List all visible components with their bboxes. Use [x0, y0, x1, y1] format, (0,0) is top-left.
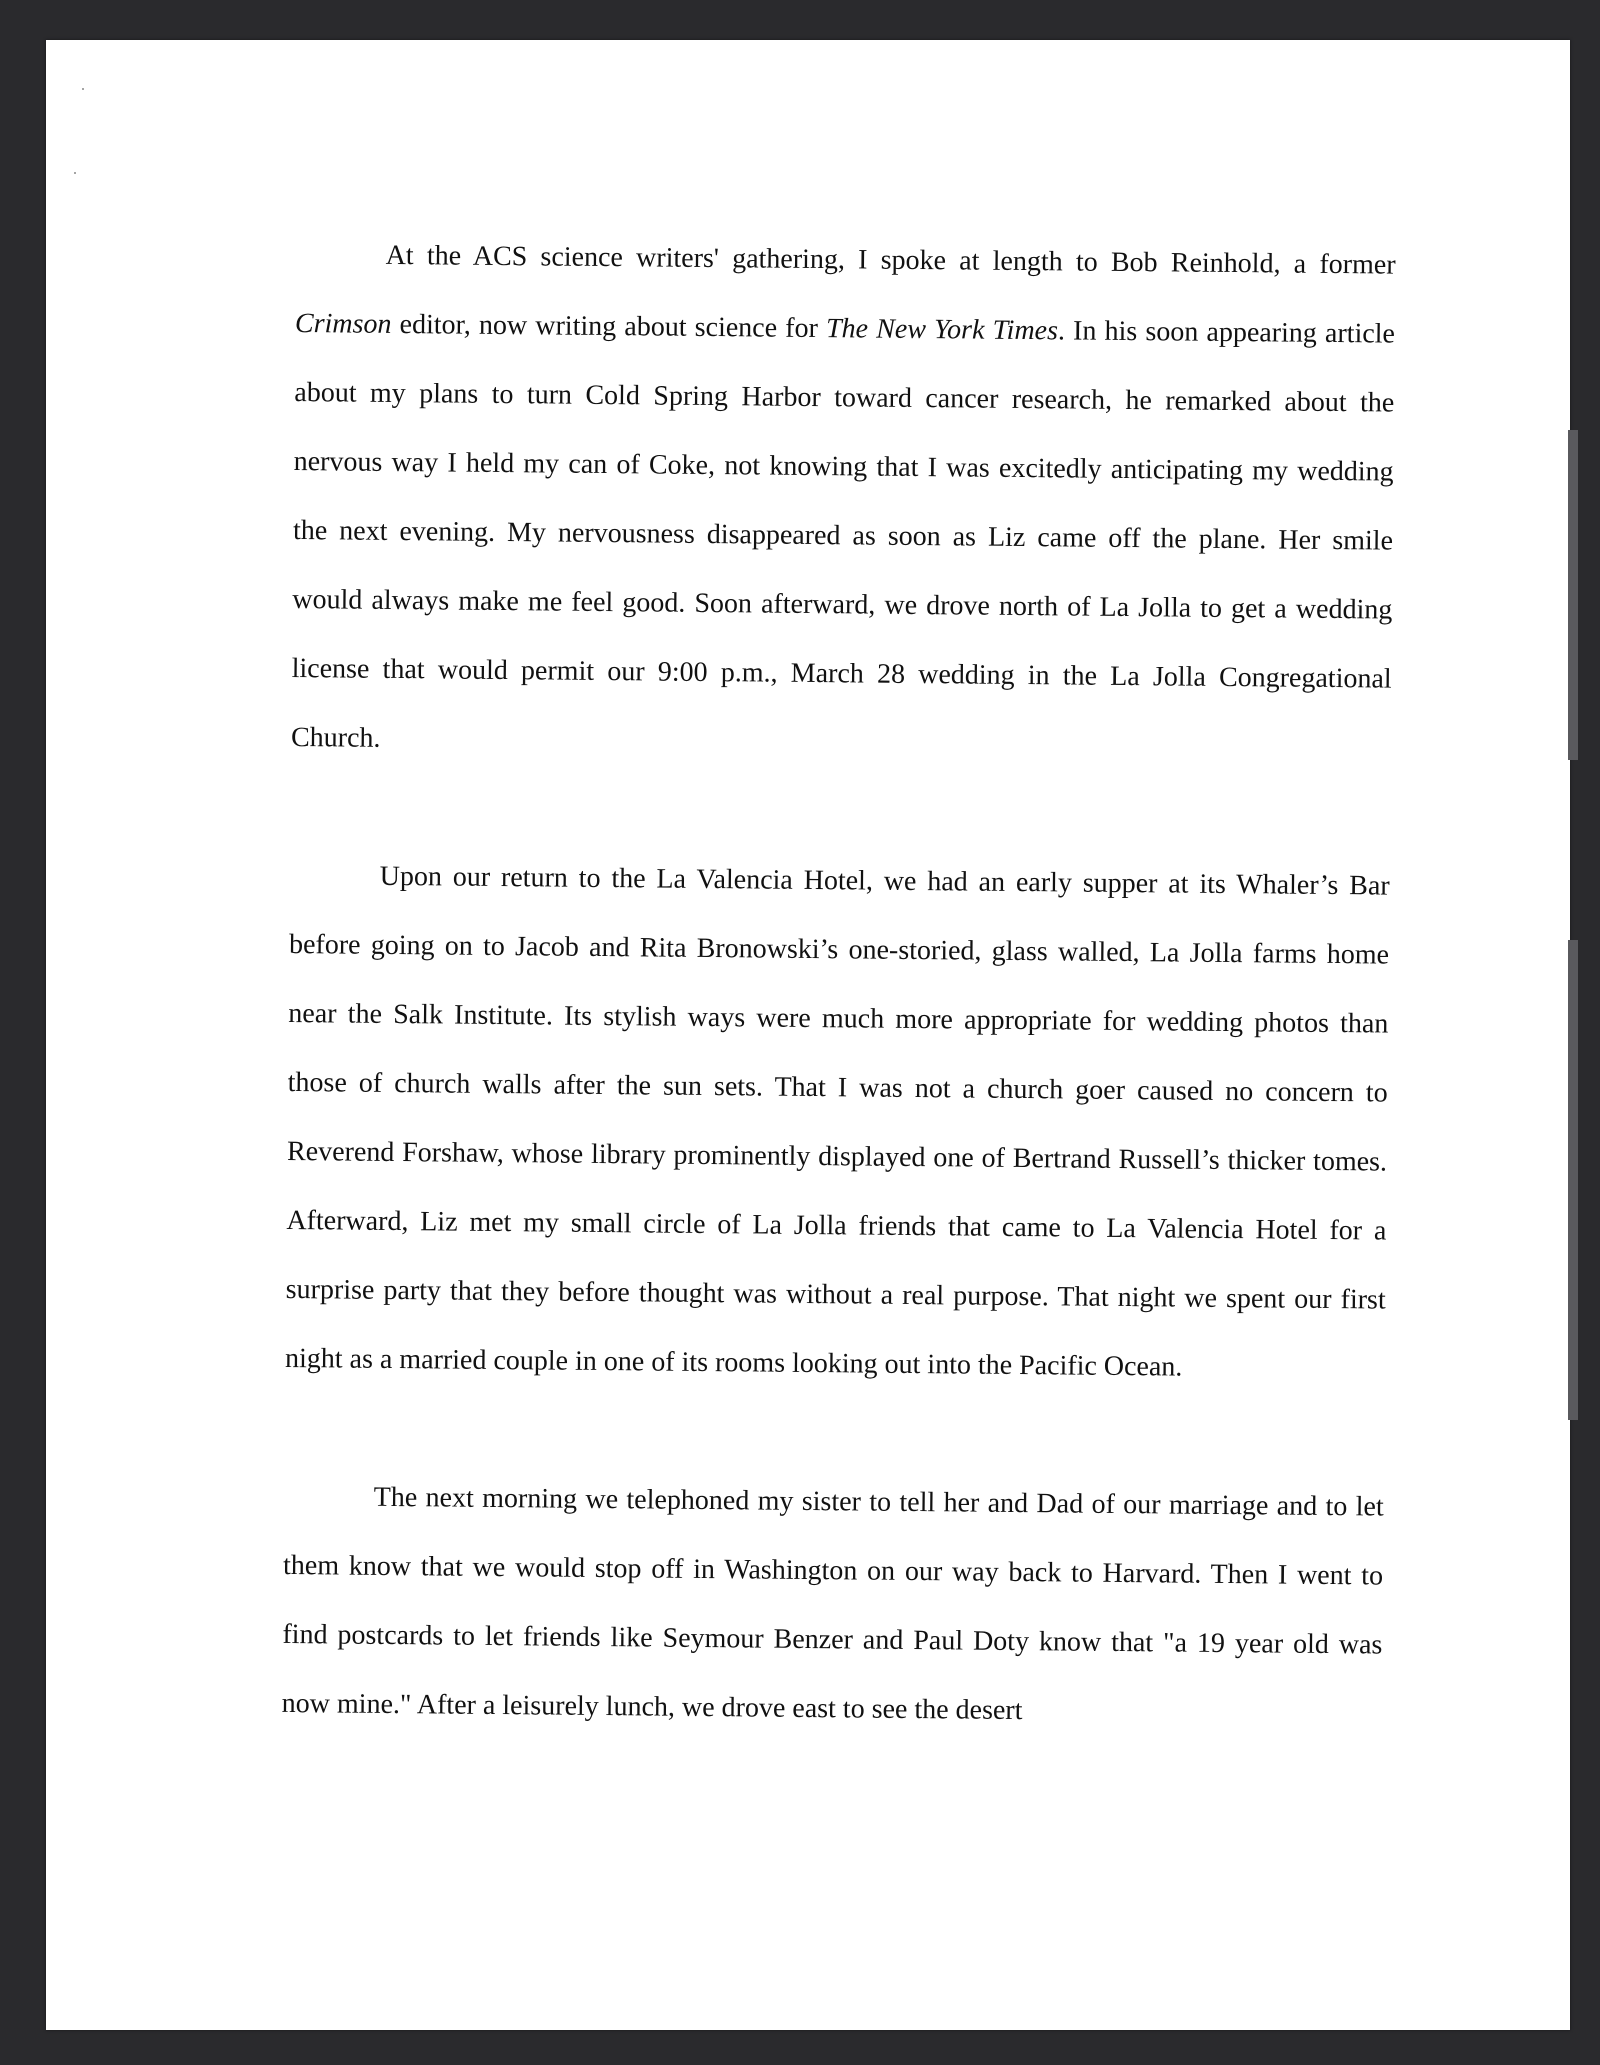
text-segment: Upon our return to the La Valencia Hotel, we had an early supper at its Whaler’s Bar before going on to Jacob and Rita Bronowski’s one-storied, glass walled, La Jolla farms home near the Salk Institute. Its stylish ways were much more appropriate for wedding photos than those of church walls after the sun sets. That I was not a church goer caused no concern to Reverend Forshaw, whose library prominently displayed one of Bertrand Russell’s thicker tomes. Afterward, Liz met my small circle of La Jolla friends that came to La Valencia Hotel for a surprise party that they before thought was without a real purpose. That night we spent our first night as a married couple in one of its rooms looking out into the Pacific Ocean. [284, 860, 1390, 1383]
paper-speck [74, 172, 76, 174]
paragraph [291, 220, 1396, 783]
text-segment-italic: The New York Times [825, 313, 1059, 347]
document-page [46, 40, 1570, 2030]
binder-tab [1568, 430, 1578, 760]
text-segment: At the ACS science writers' gathering, I spoke at length to Bob Reinhold, a former [385, 239, 1396, 281]
text-segment-italic: Crimson [294, 307, 392, 340]
document-body [281, 220, 1396, 1748]
paragraph [281, 1462, 1384, 1749]
paragraph [285, 841, 1390, 1404]
paper-speck [82, 88, 84, 90]
text-segment: . In his soon appearing article about my plans to turn Cold Spring Harbor toward cancer research, he remarked about the nervous way I held my can of Coke, not knowing that I was excitedly anticipating my wedding the next evening. My nervousness disappeared as soon as Liz came off the plane. Her smile would always make me feel good. Soon afterward, we drove north of La Jolla to get a wedding license that would permit our 9:00 p.m., March 28 wedding in the La Jolla Congregational Church. [290, 315, 1396, 754]
text-segment: editor, now writing about science for [391, 308, 827, 345]
text-segment: The next morning we telephoned my sister to tell her and Dad of our marriage and to let them know that we would stop off in Washington on our way back to Harvard. Then I went to find postcards to let friends like Seymour Benzer and Paul Doty know that "a 19 year old was now mine." After a leisurely lunch, we drove east to see the desert [281, 1481, 1384, 1727]
binder-tab [1568, 940, 1578, 1420]
